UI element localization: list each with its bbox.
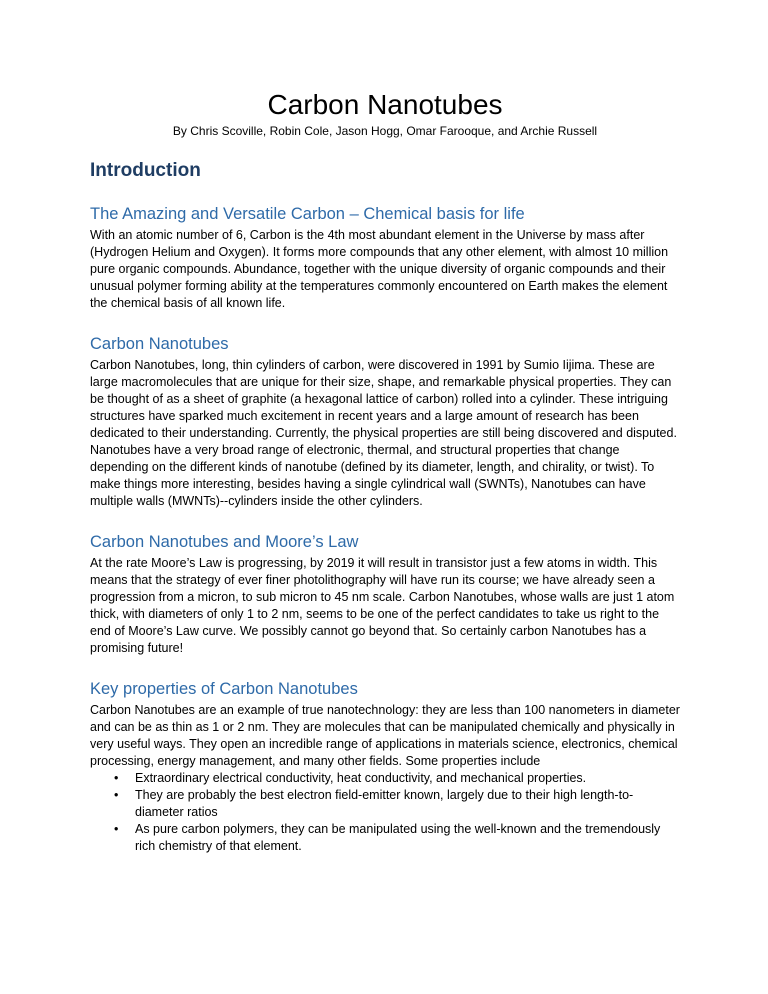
section-text-key-properties: Carbon Nanotubes are an example of true nanotechnology: they are less than 100 nanometers in diameter and can be as thin as 1 or 2 nm. They are molecules that can be manipulated chemically and physically in very useful ways. They open an incredible range of applications in materials science, electronics, chemical processing, energy management, and many other fields. Some properties include [90, 703, 680, 768]
section-heading-key-properties: Key properties of Carbon Nanotubes [90, 680, 358, 698]
bullet-icon: • [114, 771, 119, 785]
document-title: Carbon Nanotubes [267, 89, 503, 120]
section-heading-carbon-basis: The Amazing and Versatile Carbon – Chemical basis for life [90, 205, 525, 223]
document-authors: By Chris Scoville, Robin Cole, Jason Hogg, Omar Farooque, and Archie Russell [172, 124, 598, 138]
list-item-text: They are probably the best electron field-emitter known, largely due to their high length-to-diameter ratios [135, 788, 634, 819]
list-item-text: As pure carbon polymers, they can be manipulated using the well-known and the tremendously rich chemistry of that element. [135, 822, 661, 853]
list-item [90, 821, 680, 855]
introduction-heading: Introduction [90, 160, 201, 181]
section-text-carbon-basis: With an atomic number of 6, Carbon is the 4th most abundant element in the Universe by mass after (Hydrogen Helium and Oxygen). It forms more compounds that any other element, with almost 10 million pure organic compounds. Abundance, together with the unique diversity of organic compounds and their unusual polymer forming ability at the temperatures commonly encountered on Earth makes the element the chemical basis of all known life. [90, 228, 669, 310]
section-heading-moores-law: Carbon Nanotubes and Moore’s Law [90, 533, 359, 551]
list-item-text: Extraordinary electrical conductivity, heat conductivity, and mechanical properties. [135, 771, 587, 785]
bullet-icon: • [114, 788, 119, 802]
key-properties-list [90, 770, 680, 855]
list-item [90, 787, 680, 821]
section-text-moores-law: At the rate Moore’s Law is progressing, by 2019 it will result in transistor just a few atoms in width. This means that the strategy of ever finer photolithography will have run its course; we have already seen a progression from a micron, to sub micron to 45 nm scale. Carbon Nanotubes, whose walls are just 1 atom thick, with diameters of only 1 to 2 nm, seems to be one of the perfect candidates to take us right to the end of Moore’s Law curve. We possibly cannot go beyond that. So certainly carbon Nanotubes has a promising future! [90, 556, 675, 655]
document-page [90, 88, 680, 855]
section-text-carbon-nanotubes: Carbon Nanotubes, long, thin cylinders of carbon, were discovered in 1991 by Sumio Iijima. These are large macromolecules that are unique for their size, shape, and remarkable physical properties. They can be thought of as a sheet of graphite (a hexagonal lattice of carbon) rolled into a cylinder. These intriguing structures have sparked much excitement in recent years and a large amount of research has been dedicated to their understanding. Currently, the physical properties are still being discovered and disputed. Nanotubes have a very broad range of electronic, thermal, and structural properties that change depending on the different kinds of nanotube (defined by its diameter, length, and chirality, or twist). To make things more interesting, besides having a single cylindrical wall (SWNTs), Nanotubes can have multiple walls (MWNTs)--cylinders inside the other cylinders. [90, 358, 677, 508]
list-item [90, 770, 680, 787]
bullet-icon: • [114, 822, 119, 836]
section-heading-carbon-nanotubes: Carbon Nanotubes [90, 335, 229, 353]
